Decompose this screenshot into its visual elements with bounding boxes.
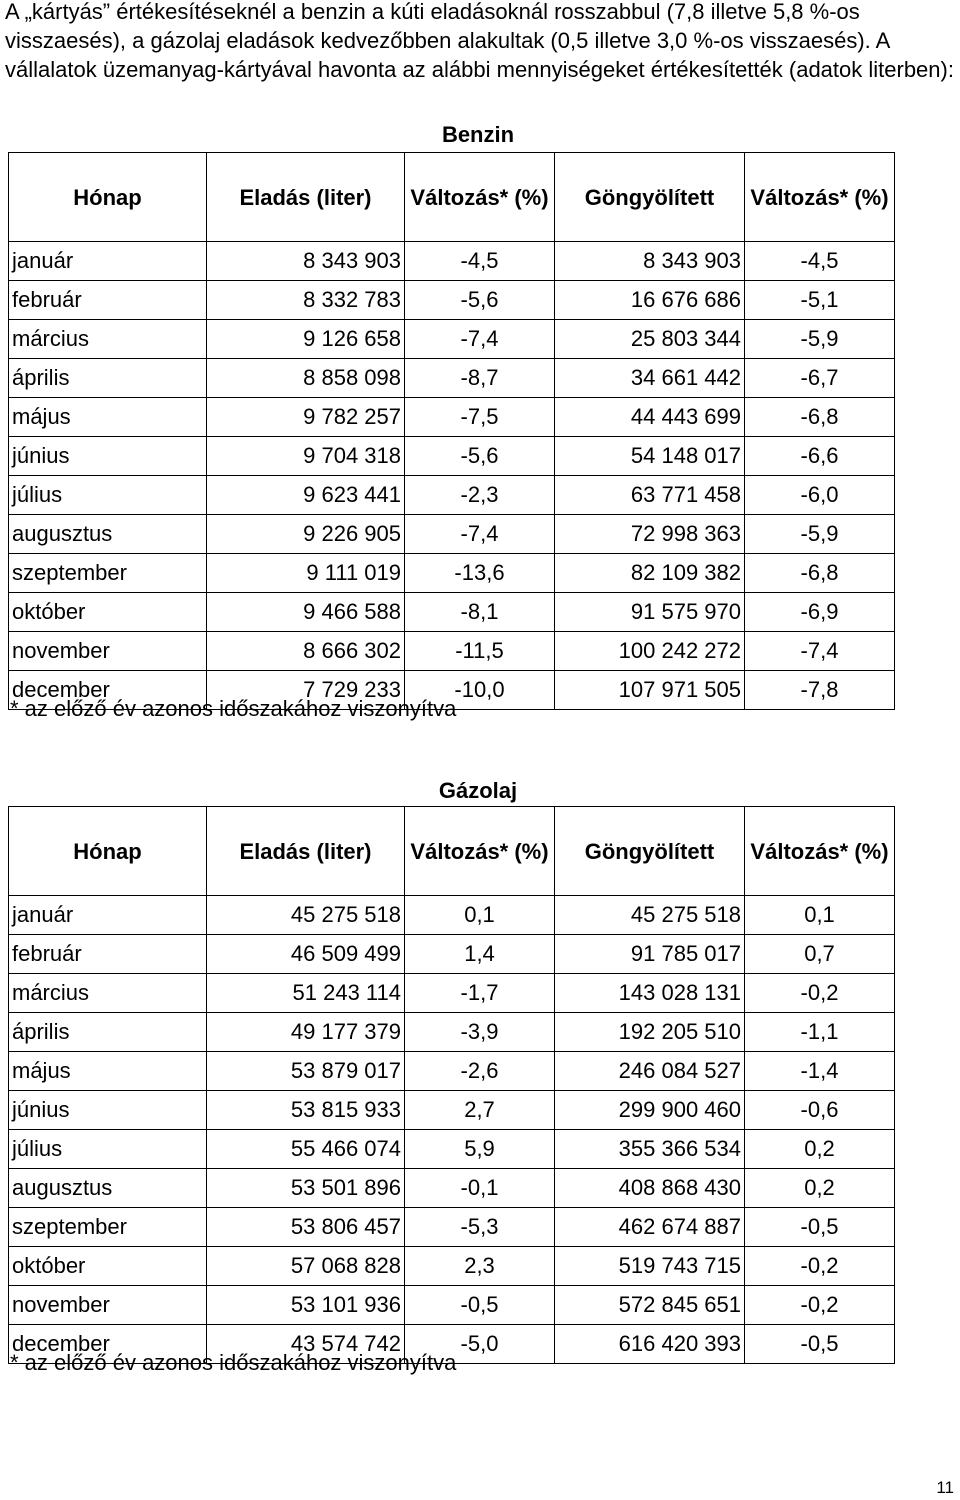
cumulative-change-cell: -0,2: [745, 1247, 895, 1286]
month-cell: március: [9, 974, 207, 1013]
change-cell: -0,5: [405, 1286, 555, 1325]
month-cell: november: [9, 1286, 207, 1325]
month-cell: december: [9, 671, 207, 710]
cumulative-cell: 355 366 534: [555, 1130, 745, 1169]
cumulative-change-cell: -5,9: [745, 515, 895, 554]
cumulative-cell: 8 343 903: [555, 242, 745, 281]
cumulative-change-cell: -5,1: [745, 281, 895, 320]
cumulative-change-cell: -6,6: [745, 437, 895, 476]
table-row: [9, 437, 895, 476]
change-cell: -7,4: [405, 320, 555, 359]
month-cell: szeptember: [9, 1208, 207, 1247]
sales-cell: 53 806 457: [207, 1208, 405, 1247]
cumulative-cell: 616 420 393: [555, 1325, 745, 1364]
sales-cell: 9 226 905: [207, 515, 405, 554]
month-cell: február: [9, 935, 207, 974]
month-cell: november: [9, 632, 207, 671]
table-header-row: [9, 153, 895, 242]
month-cell: július: [9, 1130, 207, 1169]
cumulative-cell: 143 028 131: [555, 974, 745, 1013]
month-cell: június: [9, 437, 207, 476]
cumulative-change-cell: -5,9: [745, 320, 895, 359]
month-cell: április: [9, 359, 207, 398]
table-row: [9, 1091, 895, 1130]
cumulative-change-cell: -6,0: [745, 476, 895, 515]
change-cell: 2,3: [405, 1247, 555, 1286]
page-number: 11: [936, 1478, 954, 1497]
change-cell: 2,7: [405, 1091, 555, 1130]
table-row: [9, 1013, 895, 1052]
cumulative-change-cell: -6,9: [745, 593, 895, 632]
header-eladas: Eladás (liter): [207, 153, 405, 242]
change-cell: -11,5: [405, 632, 555, 671]
month-cell: október: [9, 1247, 207, 1286]
sales-cell: 45 275 518: [207, 896, 405, 935]
sales-cell: 9 782 257: [207, 398, 405, 437]
table-row: [9, 515, 895, 554]
intro-paragraph: A „kártyás” értékesítéseknél a benzin a kúti eladásoknál rosszabbul (7,8 illetve 5,8 %-os visszaesés), a gázolaj eladások kedvezőbben alakultak (0,5 illetve 3,0 %-os visszaesés). A vállalatok üzemanyag-kártyával havonta az alábbi mennyiségeket értékesítették (adatok literben):: [5, 0, 954, 82]
table-row: [9, 1286, 895, 1325]
table-row: [9, 398, 895, 437]
cumulative-cell: 16 676 686: [555, 281, 745, 320]
cumulative-change-cell: -0,6: [745, 1091, 895, 1130]
cumulative-change-cell: -6,8: [745, 554, 895, 593]
sales-cell: 9 466 588: [207, 593, 405, 632]
header-valtozas-cumulative: Változás* (%): [745, 807, 895, 896]
cumulative-cell: 408 868 430: [555, 1169, 745, 1208]
cumulative-cell: 54 148 017: [555, 437, 745, 476]
table-row: [9, 974, 895, 1013]
benzin-table: [8, 152, 895, 710]
cumulative-change-cell: 0,2: [745, 1130, 895, 1169]
gazolaj-table: [8, 806, 895, 1364]
table-row: [9, 896, 895, 935]
sales-cell: 55 466 074: [207, 1130, 405, 1169]
table-row: [9, 320, 895, 359]
gazolaj-footnote: * az előző év azonos időszakához viszonyítva: [10, 1350, 457, 1375]
table-row: [9, 632, 895, 671]
change-cell: -1,7: [405, 974, 555, 1013]
cumulative-cell: 82 109 382: [555, 554, 745, 593]
cumulative-cell: 246 084 527: [555, 1052, 745, 1091]
month-cell: december: [9, 1325, 207, 1364]
table-row: [9, 1247, 895, 1286]
cumulative-change-cell: -1,1: [745, 1013, 895, 1052]
header-gongyolitett: Göngyölített: [555, 153, 745, 242]
sales-cell: 49 177 379: [207, 1013, 405, 1052]
cumulative-cell: 25 803 344: [555, 320, 745, 359]
change-cell: -8,1: [405, 593, 555, 632]
table-row: [9, 593, 895, 632]
month-cell: január: [9, 242, 207, 281]
cumulative-change-cell: -0,5: [745, 1325, 895, 1364]
change-cell: 1,4: [405, 935, 555, 974]
sales-cell: 51 243 114: [207, 974, 405, 1013]
month-cell: április: [9, 1013, 207, 1052]
cumulative-cell: 192 205 510: [555, 1013, 745, 1052]
change-cell: -10,0: [405, 671, 555, 710]
table-row: [9, 935, 895, 974]
table-row: [9, 476, 895, 515]
table-row: [9, 554, 895, 593]
cumulative-change-cell: -0,2: [745, 974, 895, 1013]
sales-cell: 9 126 658: [207, 320, 405, 359]
cumulative-cell: 44 443 699: [555, 398, 745, 437]
sales-cell: 9 111 019: [207, 554, 405, 593]
cumulative-cell: 519 743 715: [555, 1247, 745, 1286]
cumulative-cell: 34 661 442: [555, 359, 745, 398]
sales-cell: 8 666 302: [207, 632, 405, 671]
sales-cell: 53 501 896: [207, 1169, 405, 1208]
table-row: [9, 281, 895, 320]
benzin-table-title: Benzin: [441, 122, 515, 147]
change-cell: 0,1: [405, 896, 555, 935]
gazolaj-table-title: Gázolaj: [438, 778, 518, 803]
change-cell: 5,9: [405, 1130, 555, 1169]
cumulative-change-cell: 0,7: [745, 935, 895, 974]
header-honap: Hónap: [9, 153, 207, 242]
cumulative-cell: 299 900 460: [555, 1091, 745, 1130]
header-valtozas-cumulative: Változás* (%): [745, 153, 895, 242]
header-honap: Hónap: [9, 807, 207, 896]
table-row: [9, 359, 895, 398]
change-cell: -0,1: [405, 1169, 555, 1208]
month-cell: augusztus: [9, 515, 207, 554]
cumulative-change-cell: 0,1: [745, 896, 895, 935]
header-gongyolitett: Göngyölített: [555, 807, 745, 896]
table-row: [9, 1130, 895, 1169]
cumulative-cell: 72 998 363: [555, 515, 745, 554]
month-cell: május: [9, 398, 207, 437]
table-row: [9, 1052, 895, 1091]
month-cell: augusztus: [9, 1169, 207, 1208]
change-cell: -5,0: [405, 1325, 555, 1364]
month-cell: március: [9, 320, 207, 359]
cumulative-cell: 91 785 017: [555, 935, 745, 974]
change-cell: -13,6: [405, 554, 555, 593]
cumulative-change-cell: -6,7: [745, 359, 895, 398]
cumulative-change-cell: -0,2: [745, 1286, 895, 1325]
sales-cell: 8 858 098: [207, 359, 405, 398]
cumulative-cell: 100 242 272: [555, 632, 745, 671]
month-cell: július: [9, 476, 207, 515]
month-cell: május: [9, 1052, 207, 1091]
sales-cell: 53 815 933: [207, 1091, 405, 1130]
cumulative-cell: 63 771 458: [555, 476, 745, 515]
header-valtozas: Változás* (%): [405, 153, 555, 242]
sales-cell: 8 343 903: [207, 242, 405, 281]
month-cell: október: [9, 593, 207, 632]
change-cell: -5,6: [405, 437, 555, 476]
cumulative-change-cell: -7,4: [745, 632, 895, 671]
cumulative-change-cell: -1,4: [745, 1052, 895, 1091]
sales-cell: 46 509 499: [207, 935, 405, 974]
table-row: [9, 242, 895, 281]
month-cell: január: [9, 896, 207, 935]
cumulative-cell: 91 575 970: [555, 593, 745, 632]
sales-cell: 7 729 233: [207, 671, 405, 710]
cumulative-change-cell: -6,8: [745, 398, 895, 437]
sales-cell: 43 574 742: [207, 1325, 405, 1364]
change-cell: -2,6: [405, 1052, 555, 1091]
header-eladas: Eladás (liter): [207, 807, 405, 896]
change-cell: -5,3: [405, 1208, 555, 1247]
sales-cell: 57 068 828: [207, 1247, 405, 1286]
sales-cell: 8 332 783: [207, 281, 405, 320]
change-cell: -7,5: [405, 398, 555, 437]
sales-cell: 9 623 441: [207, 476, 405, 515]
cumulative-change-cell: -4,5: [745, 242, 895, 281]
cumulative-cell: 572 845 651: [555, 1286, 745, 1325]
cumulative-cell: 462 674 887: [555, 1208, 745, 1247]
benzin-table-body: [9, 242, 895, 710]
change-cell: -2,3: [405, 476, 555, 515]
change-cell: -7,4: [405, 515, 555, 554]
table-header-row: [9, 807, 895, 896]
cumulative-change-cell: 0,2: [745, 1169, 895, 1208]
table-row: [9, 1208, 895, 1247]
sales-cell: 53 879 017: [207, 1052, 405, 1091]
change-cell: -5,6: [405, 281, 555, 320]
cumulative-cell: 107 971 505: [555, 671, 745, 710]
table-row: [9, 1169, 895, 1208]
sales-cell: 53 101 936: [207, 1286, 405, 1325]
month-cell: június: [9, 1091, 207, 1130]
month-cell: február: [9, 281, 207, 320]
header-valtozas: Változás* (%): [405, 807, 555, 896]
cumulative-cell: 45 275 518: [555, 896, 745, 935]
change-cell: -4,5: [405, 242, 555, 281]
benzin-footnote: * az előző év azonos időszakához viszonyítva: [10, 696, 457, 721]
change-cell: -8,7: [405, 359, 555, 398]
gazolaj-table-body: [9, 896, 895, 1364]
month-cell: szeptember: [9, 554, 207, 593]
change-cell: -3,9: [405, 1013, 555, 1052]
sales-cell: 9 704 318: [207, 437, 405, 476]
cumulative-change-cell: -0,5: [745, 1208, 895, 1247]
cumulative-change-cell: -7,8: [745, 671, 895, 710]
